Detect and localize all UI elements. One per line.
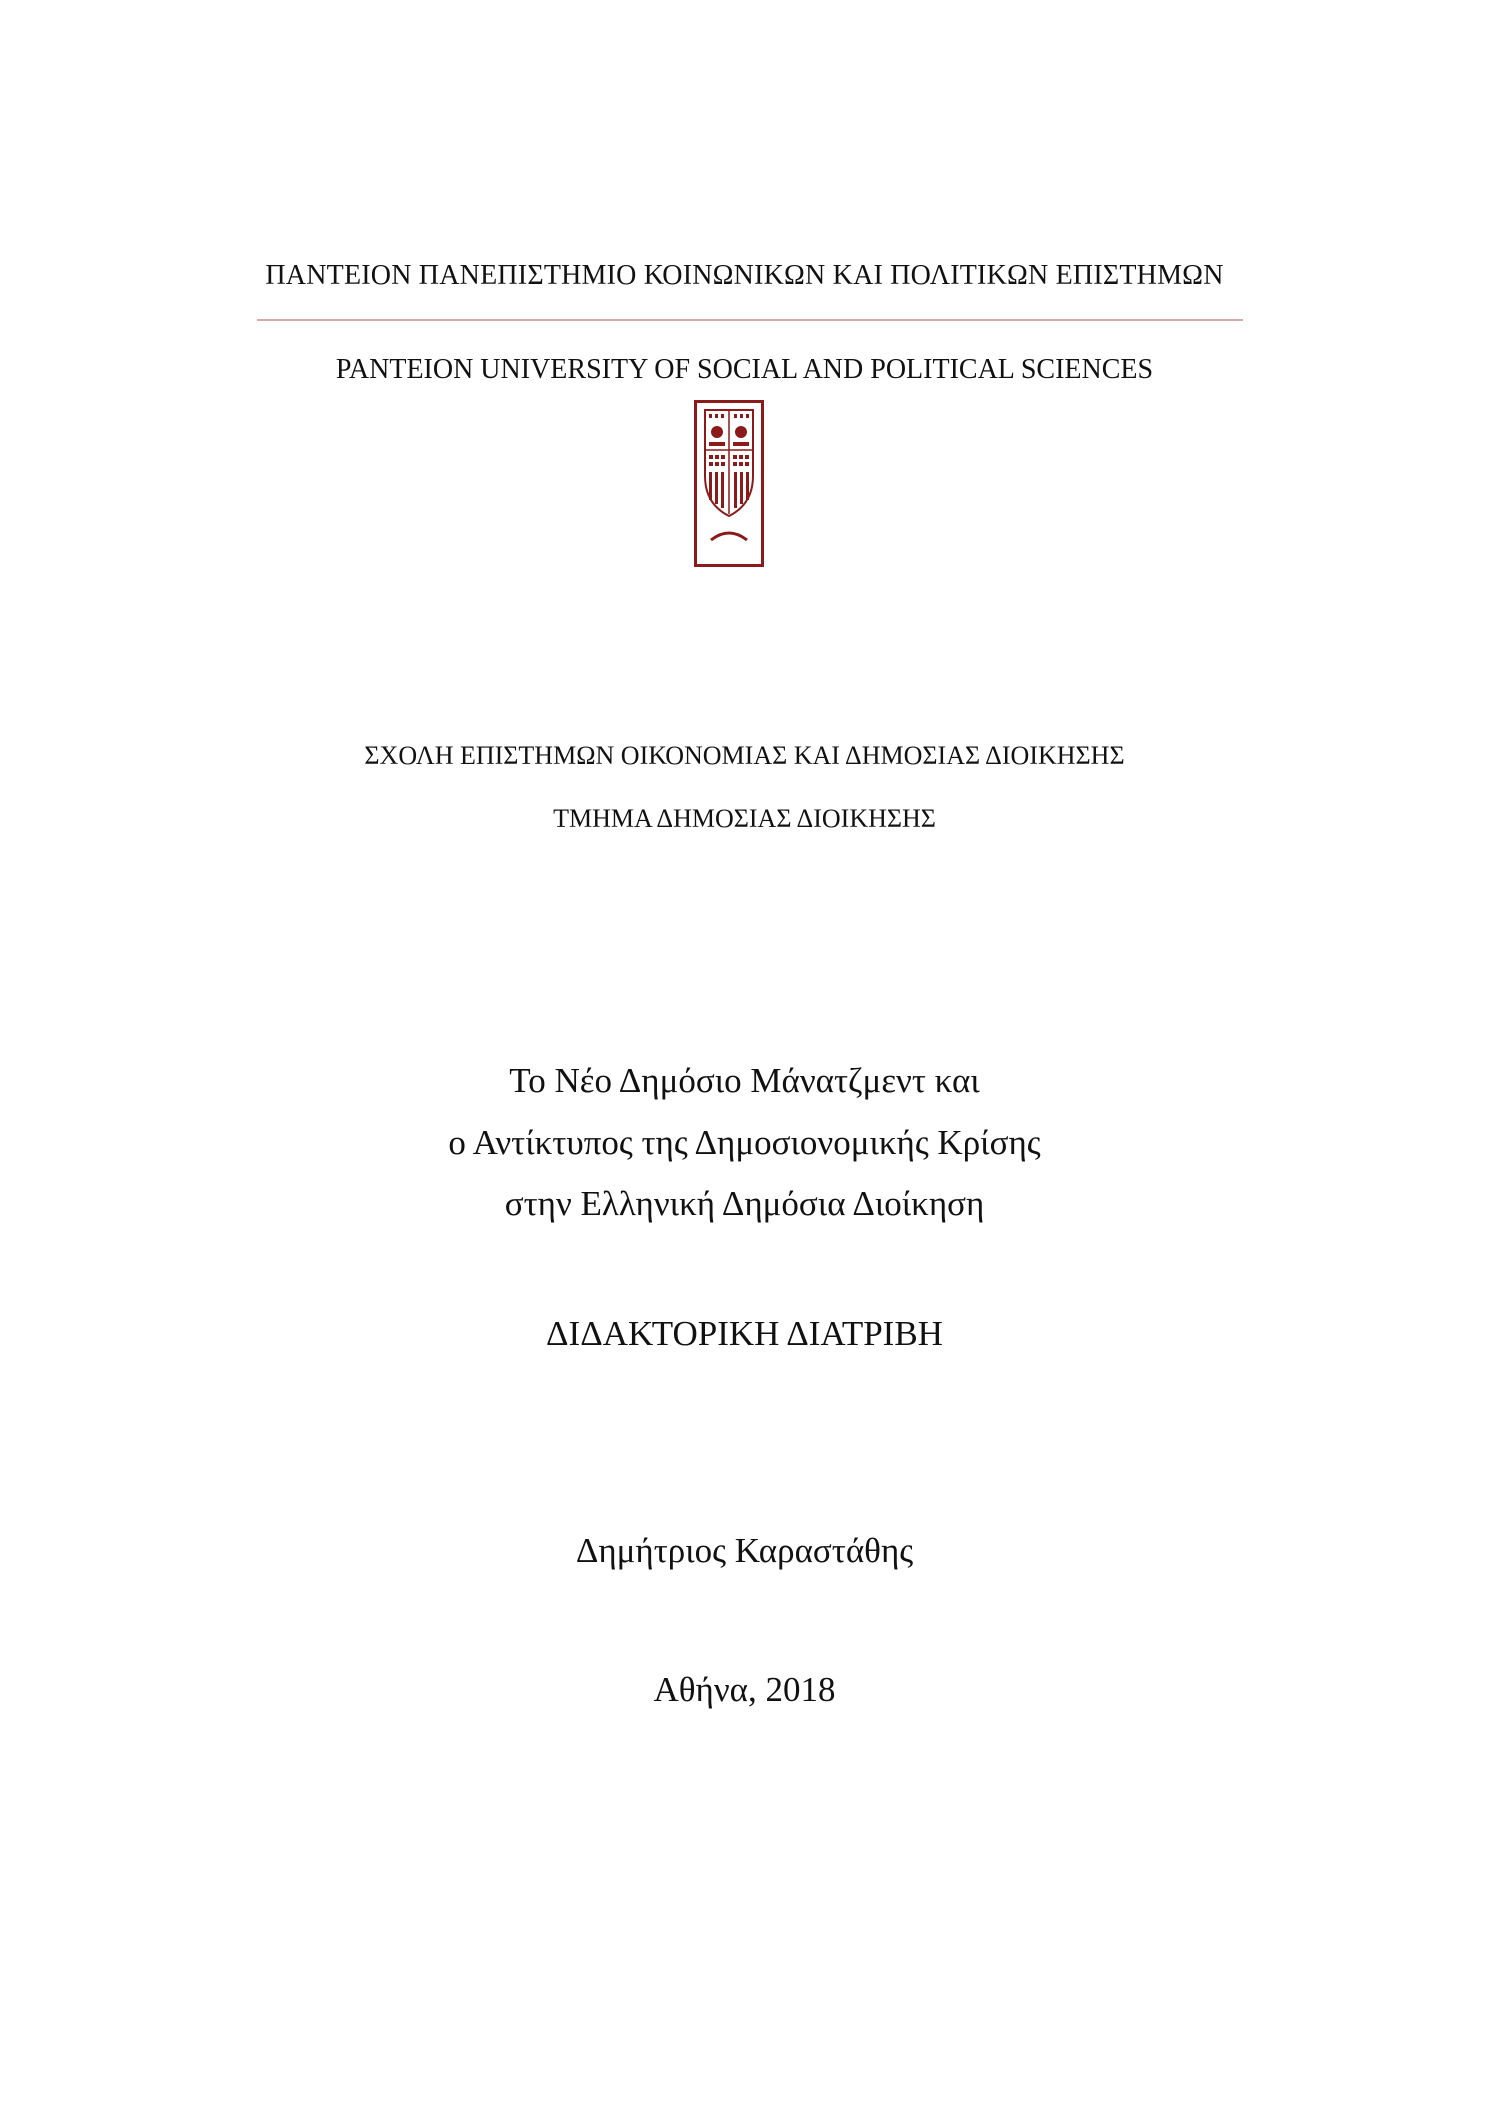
department-name: ΤΜΗΜΑ ΔΗΜΟΣΙΑΣ ΔΙΟΙΚΗΣΗΣ — [553, 804, 936, 833]
university-name-english: PANTEION UNIVERSITY OF SOCIAL AND POLITICAL SCIENCES — [335, 354, 1154, 385]
thesis-type: ΔΙΔΑΚΤΟΡΙΚΗ ΔΙΑΤΡΙΒΗ — [546, 1314, 943, 1353]
place-and-date: Αθήνα, 2018 — [653, 1670, 836, 1709]
thesis-title-line: Το Νέο Δημόσιο Μάνατζμεντ και — [509, 1061, 980, 1100]
university-name-greek: ΠΑΝΤΕΙΟΝ ΠΑΝΕΠΙΣΤΗΜΙΟ ΚΟΙΝΩΝΙΚΩΝ ΚΑΙ ΠΟΛΙΤΙΚΩΝ ΕΠΙΣΤΗΜΩΝ — [265, 260, 1224, 291]
header-divider — [257, 319, 1243, 321]
thesis-title-line: στην Ελληνική Δημόσια Διοίκηση — [504, 1184, 985, 1223]
author-name: Δημήτριος Καραστάθης — [575, 1531, 914, 1570]
school-name: ΣΧΟΛΗ ΕΠΙΣΤΗΜΩΝ ΟΙΚΟΝΟΜΙΑΣ ΚΑΙ ΔΗΜΟΣΙΑΣ ΔΙΟΙΚΗΣΗΣ — [364, 741, 1125, 770]
university-crest-icon — [694, 400, 764, 567]
thesis-title-line: ο Αντίκτυπος της Δημοσιονομικής Κρίσης — [448, 1123, 1041, 1162]
